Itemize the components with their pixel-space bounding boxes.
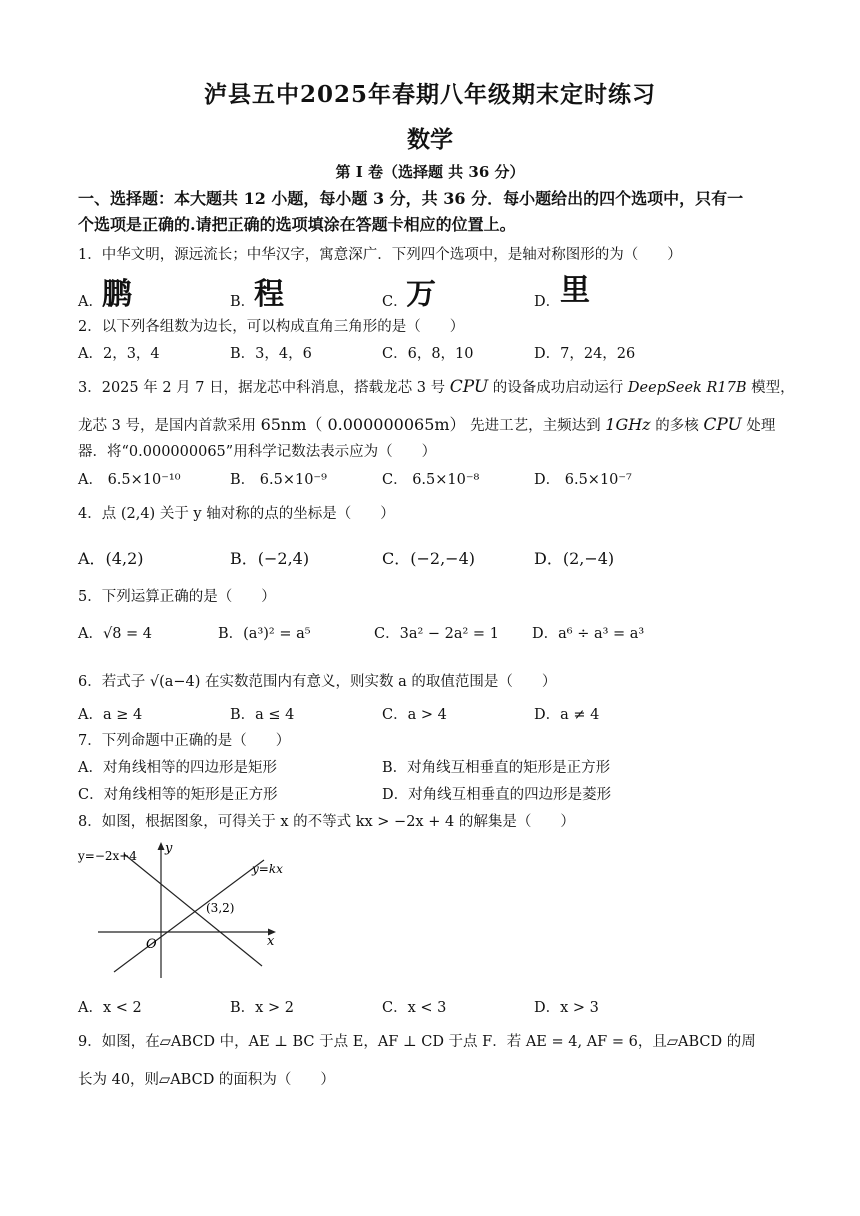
label-line1: y=−2x+4	[78, 849, 137, 863]
q2-option-b: B．3，4，6	[230, 346, 312, 362]
q1-option-c-label: C．	[382, 294, 408, 310]
question-7-stem: 7．下列命题中正确的是（ ）	[78, 733, 291, 749]
q1-option-c-char: 万	[406, 277, 436, 312]
label-x: x	[267, 934, 275, 949]
q3-text-a: 3．2025 年 2 月 7 日，据龙芯中科消息，搭载龙芯 3 号	[78, 380, 446, 396]
q3-text-f: 的多核	[655, 418, 699, 434]
question-3-line1	[78, 376, 795, 397]
q4-option-d: D．(2,−4)	[534, 549, 615, 568]
q2-option-d: D．7，24，26	[534, 346, 636, 362]
question-3-line2	[78, 412, 775, 435]
q3-option-d: D． 6.5×10⁻⁷	[534, 472, 632, 488]
q3-cpu-2: CPU	[703, 415, 742, 435]
q3-text-c: 模型，	[751, 380, 795, 396]
q3-option-a: A． 6.5×10⁻¹⁰	[78, 472, 181, 488]
line-y-kx	[114, 860, 264, 972]
q4-option-a: A．(4,2)	[78, 549, 144, 568]
q6-option-c: C．a > 4	[382, 707, 447, 723]
q1-option-b-char: 程	[254, 277, 284, 312]
q5-option-c: C．3a² − 2a² = 1	[374, 626, 499, 642]
q6-option-d: D．a ≠ 4	[534, 707, 600, 723]
q8-option-c: C．x < 3	[382, 1000, 447, 1016]
y-axis-arrow	[158, 842, 165, 850]
q2-option-c: C．6，8，10	[382, 346, 474, 362]
label-origin: O	[146, 937, 157, 952]
q7-option-b: B．对角线互相垂直的矩形是正方形	[382, 760, 611, 776]
q7-option-a: A．对角线相等的四边形是矩形	[78, 760, 277, 776]
q1-option-a-char: 鹏	[102, 277, 132, 312]
question-9-line1: 9．如图，在▱ABCD 中，AE ⊥ BC 于点 E，AF ⊥ CD 于点 F．若 AE = 4, AF = 6，且▱ABCD 的周	[78, 1034, 756, 1050]
q8-graph	[76, 838, 290, 984]
question-6-stem: 6．若式子 √(a−4) 在实数范围内有意义，则实数 a 的取值范围是（ ）	[78, 674, 557, 690]
part-title: 第 I 卷（选择题 共 36 分）	[335, 163, 525, 181]
q2-option-a: A．2，3，4	[78, 346, 160, 362]
q4-option-b: B．(−2,4)	[230, 549, 310, 568]
q4-option-c: C．(−2,−4)	[382, 549, 475, 568]
q8-option-b: B．x > 2	[230, 1000, 294, 1016]
label-line2: y=kx	[252, 862, 283, 876]
q5-option-b: B．(a³)² = a⁵	[218, 626, 311, 642]
q5-option-a: A．√8 = 4	[78, 626, 153, 642]
q3-size: 65nm（ 0.000000065m）	[260, 415, 466, 434]
q6-option-a: A．a ≥ 4	[78, 707, 143, 723]
q3-freq: 1GHz	[605, 415, 651, 434]
question-2-stem: 2．以下列各组数为边长，可以构成直角三角形的是（ ）	[78, 319, 465, 335]
question-5-stem: 5．下列运算正确的是（ ）	[78, 589, 276, 605]
q5-option-d: D．a⁶ ÷ a³ = a³	[532, 626, 645, 642]
q1-option-d-label: D．	[534, 294, 561, 310]
q7-option-c: C．对角线相等的矩形是正方形	[78, 787, 278, 803]
q3-option-b: B． 6.5×10⁻⁹	[230, 472, 327, 488]
section-instruction-line1: 一、选择题：本大题共 12 小题，每小题 3 分，共 36 分．每小题给出的四个选项中，只有一	[78, 189, 744, 208]
q3-text-e: 先进工艺，主频达到	[470, 418, 601, 434]
question-4-stem: 4．点 (2,4) 关于 y 轴对称的点的坐标是（ ）	[78, 506, 395, 522]
q8-option-a: A．x < 2	[78, 1000, 142, 1016]
q7-option-d: D．对角线互相垂直的四边形是菱形	[382, 787, 612, 803]
q6-option-b: B．a ≤ 4	[230, 707, 295, 723]
q3-text-d: 龙芯 3 号，是国内首款采用	[78, 418, 256, 434]
q1-option-b-label: B．	[230, 294, 256, 310]
q3-option-c: C． 6.5×10⁻⁸	[382, 472, 480, 488]
label-y: y	[165, 841, 173, 856]
question-9-line2: 长为 40，则▱ABCD 的面积为（ ）	[78, 1072, 335, 1088]
exam-title: 泸县五中2025年春期八年级期末定时练习	[203, 81, 656, 108]
q3-cpu: CPU	[449, 377, 489, 397]
q3-text-b: 的设备成功启动运行	[492, 380, 624, 396]
q3-model: DeepSeek R17B	[627, 380, 747, 396]
label-intersection: (3,2)	[206, 901, 235, 915]
q3-text-g: 处理	[746, 418, 776, 434]
question-1-stem: 1．中华文明，源远流长；中华汉字，寓意深广．下列四个选项中，是轴对称图形的为（ ）	[78, 247, 682, 263]
subject-title: 数学	[407, 126, 453, 153]
q1-option-a-label: A．	[78, 294, 103, 310]
question-8-stem: 8．如图，根据图象，可得关于 x 的不等式 kx > −2x + 4 的解集是（ ）	[78, 814, 575, 830]
q1-option-d-char: 里	[560, 273, 590, 308]
question-3-line3: 器．将“0.000000065”用科学记数法表示应为（ ）	[78, 444, 437, 460]
q8-option-d: D．x > 3	[534, 1000, 599, 1016]
section-instruction-line2: 个选项是正确的.请把正确的选项填涂在答题卡相应的位置上。	[78, 215, 516, 234]
